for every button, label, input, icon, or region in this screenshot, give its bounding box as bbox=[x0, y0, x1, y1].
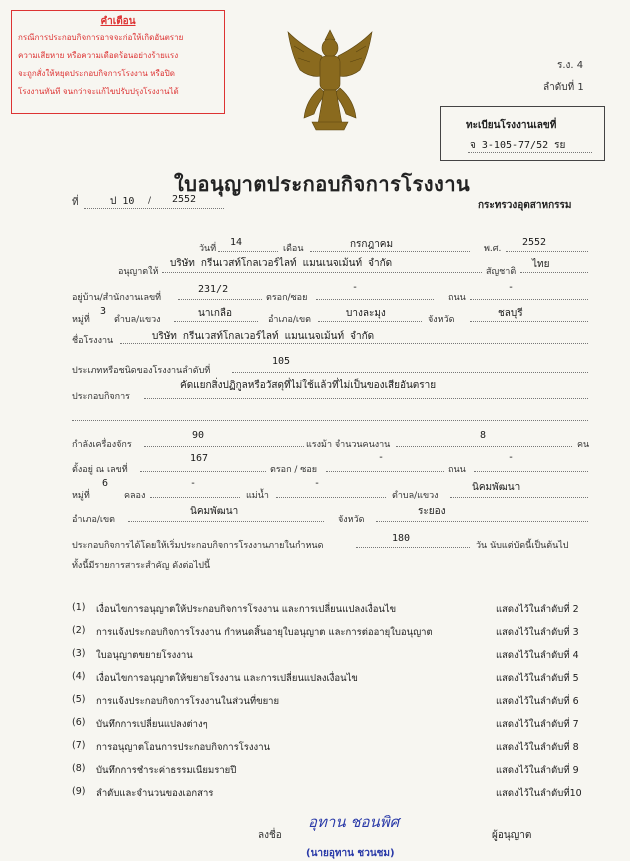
location-moo: 6 bbox=[102, 478, 109, 489]
license-code: ป 10 bbox=[110, 196, 135, 207]
item-text: การอนุญาตโอนการประกอบกิจการโรงงาน bbox=[96, 742, 271, 753]
nationality: ไทย bbox=[532, 259, 550, 270]
item-ref: แสดงไว้ในลำดับที่ 4 bbox=[496, 650, 579, 661]
item-text: เงื่อนไขการอนุญาตให้ขยายโรงงาน และการเปลี่ยนแปลงเงื่อนไข bbox=[96, 673, 358, 684]
item-number: (8) bbox=[72, 763, 86, 774]
date-day-label: วันที่ bbox=[199, 244, 217, 254]
signatory-name: (นายอุทาน ชวนชม) bbox=[306, 848, 395, 859]
address-road: - bbox=[508, 282, 515, 293]
location-tambon: นิคมพัฒนา bbox=[472, 482, 521, 493]
item-ref: แสดงไว้ในลำดับที่ 8 bbox=[496, 742, 579, 753]
date-year-label: พ.ศ. bbox=[484, 244, 502, 254]
item-text: การแจ้งประกอบกิจการโรงงานในส่วนที่ขยาย bbox=[96, 696, 280, 707]
workers-unit: คน bbox=[577, 440, 590, 450]
item-number: (9) bbox=[72, 786, 86, 797]
business-label: ประกอบกิจการ bbox=[72, 392, 131, 402]
ministry: กระทรวงอุตสาหกรรม bbox=[478, 200, 572, 211]
machine-hp-label: แรงม้า จำนวนคนงาน bbox=[306, 440, 391, 450]
item-text: ลำดับและจำนวนของเอกสาร bbox=[96, 788, 214, 799]
machine-power: 90 bbox=[192, 430, 205, 441]
location-alley-label: ตรอก / ซอย bbox=[270, 465, 318, 475]
location-alley: - bbox=[378, 452, 385, 463]
location-river: - bbox=[314, 478, 321, 489]
item-number: (6) bbox=[72, 717, 86, 728]
form-code: ร.ง. 4 bbox=[557, 60, 584, 71]
location-river-label: แม่น้ำ bbox=[246, 491, 269, 501]
item-ref: แสดงไว้ในลำดับที่ 9 bbox=[496, 765, 579, 776]
start-text-after: วัน นับแต่บัดนี้เป็นต้นไป bbox=[476, 541, 569, 551]
license-sep: / bbox=[148, 196, 152, 206]
warning-line: จะถูกสั่งให้หยุดประกอบกิจการโรงงาน หรือปิด bbox=[18, 69, 175, 78]
warning-line: โรงงานทันที จนกว่าจะแก้ไขปรับปรุงโรงงานได้ bbox=[18, 87, 179, 96]
address-alley: - bbox=[352, 282, 359, 293]
location-canal: - bbox=[190, 478, 197, 489]
item-ref: แสดงไว้ในลำดับที่10 bbox=[496, 788, 582, 799]
address-amphoe: บางละมุง bbox=[346, 308, 386, 319]
item-ref: แสดงไว้ในลำดับที่ 5 bbox=[496, 673, 579, 684]
item-ref: แสดงไว้ในลำดับที่ 3 bbox=[496, 627, 579, 638]
page-title: ใบอนุญาตประกอบกิจการโรงงาน bbox=[174, 172, 471, 196]
signature-label: ลงชื่อ bbox=[258, 830, 282, 841]
item-ref: แสดงไว้ในลำดับที่ 2 bbox=[496, 604, 579, 615]
signature-handwritten: อุทาน ชอนพิศ bbox=[308, 813, 400, 831]
location-label: ตั้งอยู่ ณ เลขที่ bbox=[72, 465, 128, 475]
warning-line: ความเสียหาย หรือความเดือดร้อนอย่างร้ายแรง bbox=[18, 51, 179, 60]
nationality-label: สัญชาติ bbox=[486, 267, 517, 277]
location-province: ระยอง bbox=[418, 506, 446, 517]
workers: 8 bbox=[480, 430, 487, 441]
location-amphoe-label: อำเภอ/เขต bbox=[72, 515, 115, 525]
item-number: (5) bbox=[72, 694, 86, 705]
business-value: คัดแยกสิ่งปฏิกูลหรือวัสดุที่ไม่ใช้แล้วที่ไม่เป็นของเสียอันตราย bbox=[180, 380, 437, 391]
registration-number: จ 3-105-77/52 รย bbox=[470, 140, 566, 151]
warning-line: กรณีการประกอบกิจการอาจจะก่อให้เกิดอันตราย bbox=[18, 33, 184, 42]
garuda-emblem-icon bbox=[282, 26, 378, 136]
item-text: การแจ้งประกอบกิจการโรงงาน กำหนดสิ้นอายุใบอนุญาต และการต่ออายุใบอนุญาต bbox=[96, 627, 433, 638]
location-road-label: ถนน bbox=[448, 465, 466, 475]
item-number: (4) bbox=[72, 671, 86, 682]
factory-type: 105 bbox=[272, 356, 291, 367]
date-year: 2552 bbox=[522, 237, 547, 248]
address-amphoe-label: อำเภอ/เขต bbox=[268, 315, 311, 325]
start-line2: ทั้งนี้มีรายการสาระสำคัญ ดังต่อไปนี้ bbox=[72, 561, 211, 571]
address-tambon: นาเกลือ bbox=[198, 308, 233, 319]
address-alley-label: ตรอก/ซอย bbox=[266, 293, 308, 303]
location-house-no: 167 bbox=[190, 453, 209, 464]
item-text: บันทึกการชำระค่าธรรมเนียมรายปี bbox=[96, 765, 237, 776]
item-number: (1) bbox=[72, 602, 86, 613]
date-day: 14 bbox=[230, 237, 243, 248]
item-text: บันทึกการเปลี่ยนแปลงต่างๆ bbox=[96, 719, 208, 730]
signatory-role: ผู้อนุญาต bbox=[492, 830, 532, 841]
start-text-before: ประกอบกิจการได้โดยให้เริ่มประกอบกิจการโรงงานภายในกำหนด bbox=[72, 541, 324, 551]
item-text: เงื่อนไขการอนุญาตให้ประกอบกิจการโรงงาน และการเปลี่ยนแปลงเงื่อนไข bbox=[96, 604, 397, 615]
start-days: 180 bbox=[392, 533, 411, 544]
licensee-label: อนุญาตให้ bbox=[118, 267, 159, 277]
registration-label: ทะเบียนโรงงานเลขที่ bbox=[466, 120, 557, 131]
location-road: - bbox=[508, 452, 515, 463]
date-month-label: เดือน bbox=[283, 244, 304, 254]
item-number: (7) bbox=[72, 740, 86, 751]
item-number: (2) bbox=[72, 625, 86, 636]
license-year: 2552 bbox=[172, 194, 197, 205]
item-ref: แสดงไว้ในลำดับที่ 6 bbox=[496, 696, 579, 707]
location-province-label: จังหวัด bbox=[338, 515, 365, 525]
address-house-label: อยู่บ้าน/สำนักงานเลขที่ bbox=[72, 293, 162, 303]
license-prefix: ที่ bbox=[72, 197, 79, 208]
factory-name: บริษัท กรีนเวสท์โกลเวอร์ไลท์ แมนเนจเม้นท์ จำกัด bbox=[152, 331, 375, 342]
factory-name-label: ชื่อโรงงาน bbox=[72, 336, 114, 346]
address-province: ชลบุรี bbox=[498, 308, 523, 319]
address-house-no: 231/2 bbox=[198, 284, 229, 295]
warning-box bbox=[11, 10, 225, 114]
location-canal-label: คลอง bbox=[124, 491, 146, 501]
machine-label: กำลังเครื่องจักร bbox=[72, 440, 132, 450]
address-province-label: จังหวัด bbox=[428, 315, 455, 325]
item-text: ใบอนุญาตขยายโรงงาน bbox=[96, 650, 193, 661]
factory-type-label: ประเภทหรือชนิดของโรงงานลำดับที่ bbox=[72, 366, 211, 376]
address-road-label: ถนน bbox=[448, 293, 466, 303]
address-tambon-label: ตำบล/แขวง bbox=[114, 315, 161, 325]
warning-title: คำเตือน bbox=[100, 16, 136, 27]
location-tambon-label: ตำบล/แขวง bbox=[392, 491, 439, 501]
address-moo: 3 bbox=[100, 306, 107, 317]
address-moo-label: หมู่ที่ bbox=[72, 315, 90, 325]
location-moo-label: หมู่ที่ bbox=[72, 491, 90, 501]
item-number: (3) bbox=[72, 648, 86, 659]
location-amphoe: นิคมพัฒนา bbox=[190, 506, 239, 517]
item-ref: แสดงไว้ในลำดับที่ 7 bbox=[496, 719, 579, 730]
licensee-value: บริษัท กรีนเวสท์โกลเวอร์ไลท์ แมนเนจเม้นท์ จำกัด bbox=[170, 258, 393, 269]
form-order: ลำดับที่ 1 bbox=[543, 82, 584, 93]
date-month: กรกฎาคม bbox=[350, 239, 394, 250]
